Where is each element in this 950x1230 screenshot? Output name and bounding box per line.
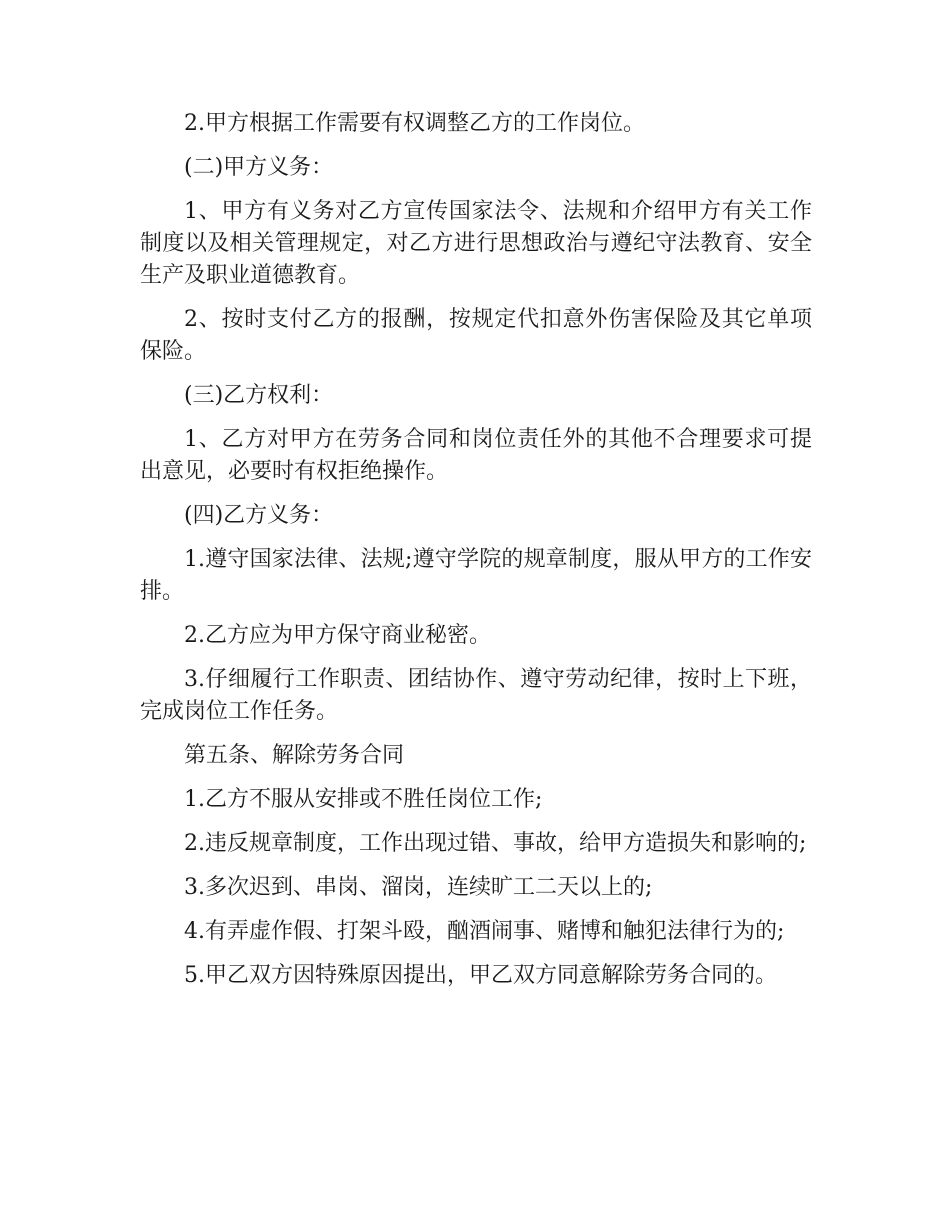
paragraph-4: 2、按时支付乙方的报酬，按规定代扣意外伤害保险及其它单项保险。 <box>140 307 812 364</box>
paragraph-10: 3.仔细履行工作职责、团结协作、遵守劳动纪律，按时上下班，完成岗位工作任务。 <box>140 667 812 724</box>
document-body <box>140 108 812 1004</box>
section-heading-party-b-rights: (三)乙方权利： <box>184 383 334 408</box>
paragraph-16: 5.甲乙双方因特殊原因提出，甲乙双方同意解除劳务合同的。 <box>184 963 777 988</box>
article-heading-termination: 第五条、解除劳务合同 <box>184 743 405 768</box>
paragraph-9: 2.乙方应为甲方保守商业秘密。 <box>184 623 491 648</box>
paragraph-13: 2.违反规章制度，工作出现过错、事故，给甲方造损失和影响的; <box>184 831 807 856</box>
paragraph-1: 2.甲方根据工作需要有权调整乙方的工作岗位。 <box>184 111 645 136</box>
paragraph-3: 1、甲方有义务对乙方宣传国家法令、法规和介绍甲方有关工作制度以及相关管理规定，对乙方进行思想政治与遵纪守法教育、安全生产及职业道德教育。 <box>140 199 812 288</box>
paragraph-15: 4.有弄虚作假、打架斗殴，酗酒闹事、赌博和触犯法律行为的; <box>184 919 785 944</box>
paragraph-12: 1.乙方不服从安排或不胜任岗位工作; <box>184 787 543 812</box>
section-heading-party-a-obligations: (二)甲方义务： <box>184 155 334 180</box>
paragraph-6: 1、乙方对甲方在劳务合同和岗位责任外的其他不合理要求可提出意见，必要时有权拒绝操作。 <box>140 427 812 484</box>
paragraph-8: 1.遵守国家法律、法规;遵守学院的规章制度，服从甲方的工作安排。 <box>140 547 812 604</box>
paragraph-14: 3.多次迟到、串岗、溜岗，连续旷工二天以上的; <box>184 875 653 900</box>
section-heading-party-b-obligations: (四)乙方义务： <box>184 503 334 528</box>
